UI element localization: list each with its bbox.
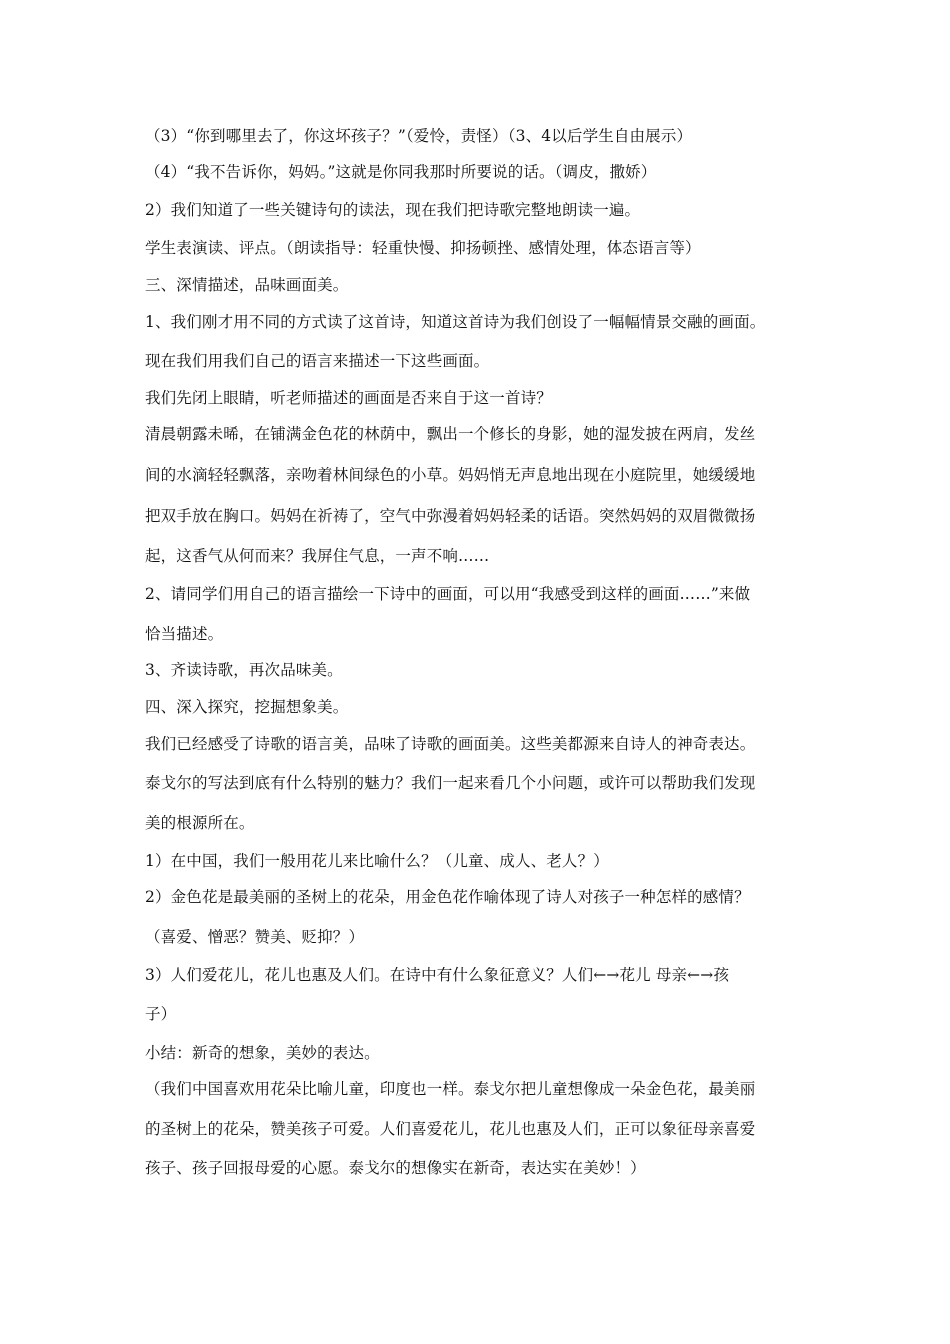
text-line: 起，这香气从何而来？我屏住气息，一声不响…… — [145, 547, 490, 565]
text-line: 我们先闭上眼睛，听老师描述的画面是否来自于这一首诗？ — [145, 389, 552, 407]
text-line: 3）人们爱花儿，花儿也惠及人们。在诗中有什么象征意义？人们←→花儿 母亲←→孩 — [145, 966, 730, 984]
text-line: 把双手放在胸口。妈妈在祈祷了，空气中弥漫着妈妈轻柔的话语。突然妈妈的双眉微微扬 — [145, 507, 756, 525]
text-line: 2）金色花是最美丽的圣树上的花朵，用金色花作喻体现了诗人对孩子一种怎样的感情？ — [145, 888, 750, 906]
text-line: 3、齐读诗歌，再次品味美。 — [145, 661, 343, 679]
text-line: （我们中国喜欢用花朵比喻儿童，印度也一样。泰戈尔把儿童想像成一朵金色花，最美丽 — [145, 1080, 756, 1098]
text-line: 1）在中国，我们一般用花儿来比喻什么？（儿童、成人、老人？） — [145, 852, 609, 870]
text-line: 小结：新奇的想象，美妙的表达。 — [145, 1044, 380, 1062]
text-line: 清晨朝露未晞，在铺满金色花的林荫中，飘出一个修长的身影，她的湿发披在两肩，发丝 — [145, 425, 756, 443]
text-line: （4）“我不告诉你，妈妈。”这就是你同我那时所要说的话。（调皮，撒娇） — [145, 163, 657, 181]
text-line: 2）我们知道了一些关键诗句的读法，现在我们把诗歌完整地朗读一遍。 — [145, 201, 641, 219]
text-line: 2、请同学们用自己的语言描绘一下诗中的画面，可以用“我感受到这样的画面……”来做 — [145, 585, 751, 603]
text-line: （3）“你到哪里去了，你这坏孩子？”（爱怜，责怪）（3、4以后学生自由展示） — [145, 127, 693, 145]
text-line: 美的根源所在。 — [145, 814, 255, 832]
text-line: 恰当描述。 — [145, 625, 224, 643]
text-line: 现在我们用我们自己的语言来描述一下这些画面。 — [145, 352, 490, 370]
text-line: （喜爱、憎恶？赞美、贬抑？） — [145, 928, 365, 946]
text-line: 我们已经感受了诗歌的语言美，品味了诗歌的画面美。这些美都源来自诗人的神奇表达。 — [145, 735, 756, 753]
text-line: 的圣树上的花朵，赞美孩子可爱。人们喜爱花儿，花儿也惠及人们，正可以象征母亲喜爱 — [145, 1120, 756, 1138]
text-line: 学生表演读、评点。（朗读指导：轻重快慢、抑扬顿挫、感情处理，体态语言等） — [145, 239, 701, 257]
text-line: 子） — [145, 1005, 177, 1023]
text-line: 1、我们刚才用不同的方式读了这首诗，知道这首诗为我们创设了一幅幅情景交融的画面。 — [145, 313, 766, 331]
text-line: 间的水滴轻轻飘落，亲吻着林间绿色的小草。妈妈悄无声息地出现在小庭院里，她缓缓地 — [145, 466, 756, 484]
text-line: 孩子、孩子回报母爱的心愿。泰戈尔的想像实在新奇，表达实在美妙！） — [145, 1159, 646, 1177]
section-heading: 四、深入探究，挖掘想象美。 — [145, 698, 349, 716]
section-heading: 三、深情描述，品味画面美。 — [145, 276, 349, 294]
text-line: 泰戈尔的写法到底有什么特别的魅力？我们一起来看几个小问题，或许可以帮助我们发现 — [145, 774, 756, 792]
